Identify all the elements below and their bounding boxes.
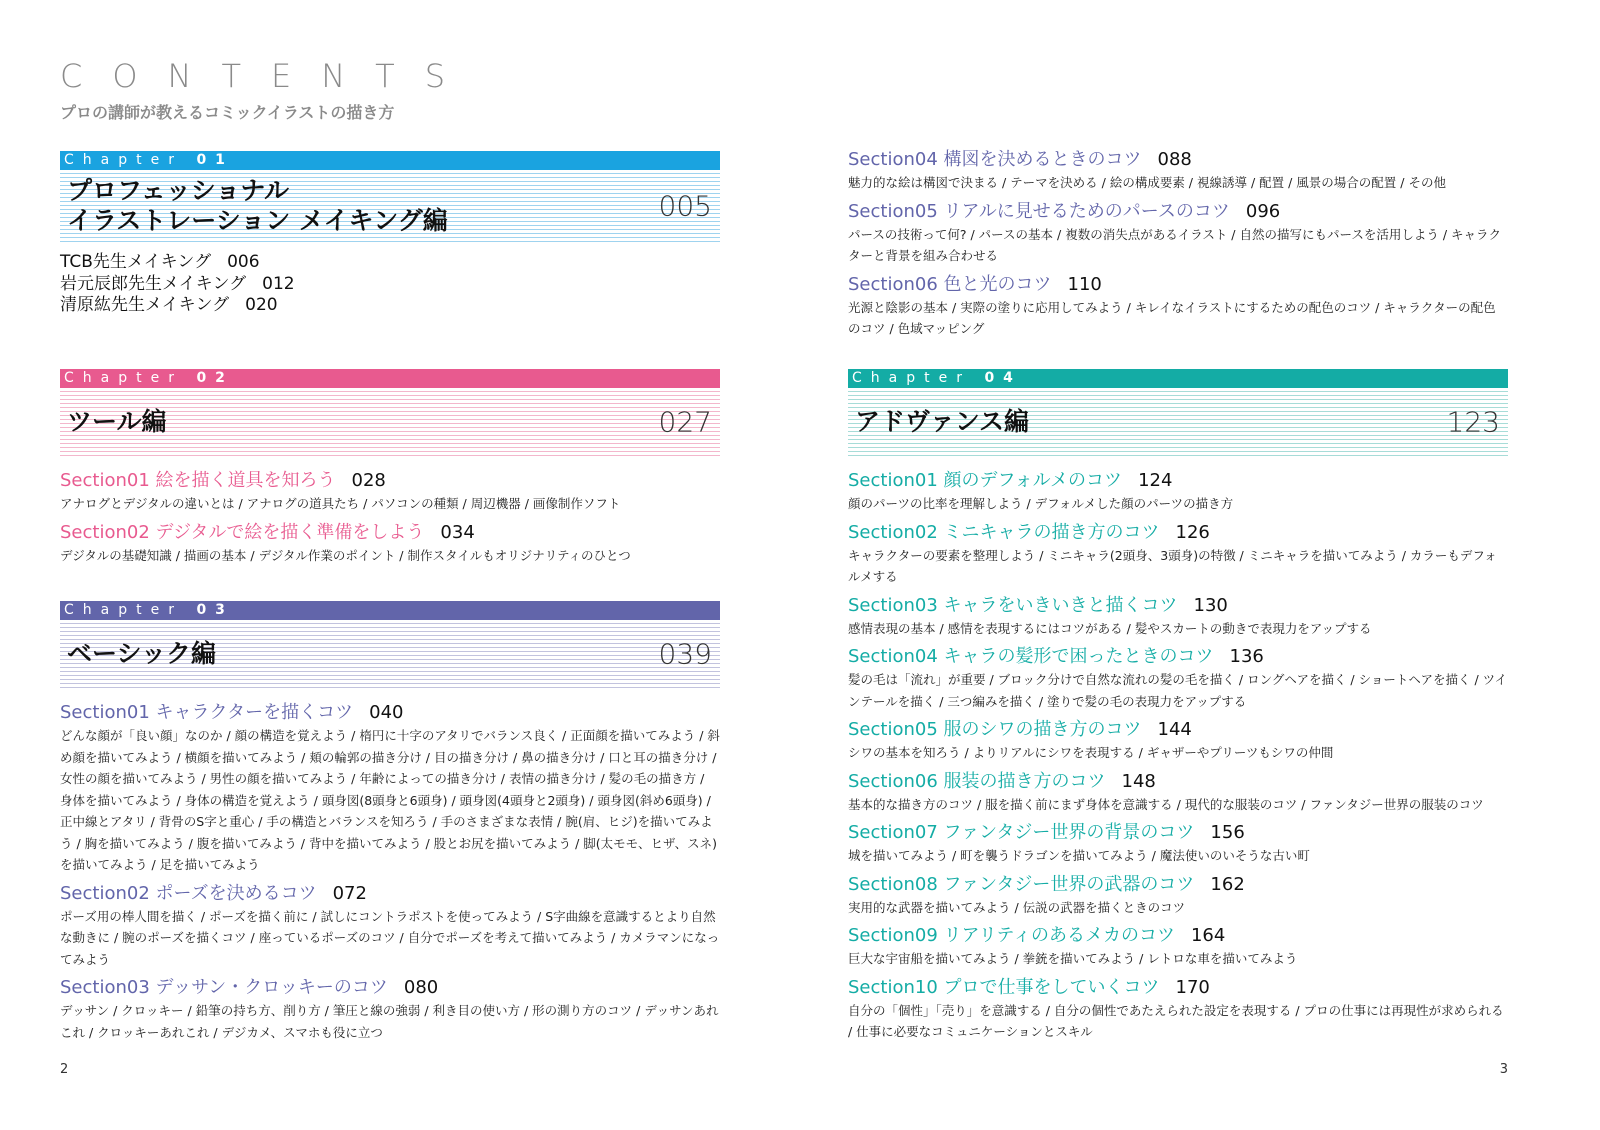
chapter-number: 04 — [984, 370, 1022, 386]
making-item[interactable] — [60, 295, 295, 317]
section-topics: 感情表現の基本 / 感情を表現するにはコツがある / 髪やスカートの動きで表現力をアップする — [848, 620, 1372, 636]
chapter-title: ベーシック編 — [67, 639, 217, 668]
chapter-02-sections — [60, 469, 720, 572]
chapter-label-bar — [60, 601, 720, 620]
section-topics: 光源と陰影の基本 / 実際の塗りに応用してみよう / キレイなイラストにするための配色のコツ / キャラクターの配色のコツ / 色域マッピング — [848, 299, 1496, 336]
section-page: 144 — [1157, 719, 1192, 740]
section-title: Section08 ファンタジー世界の武器のコツ — [848, 873, 1195, 895]
chapter-page-number: 005 — [658, 189, 712, 223]
chapter-04-sections — [848, 469, 1508, 1049]
page-number-right: 3 — [1499, 1062, 1508, 1077]
chapter-title — [67, 176, 448, 236]
section-page: 040 — [369, 702, 404, 723]
section-page: 126 — [1175, 521, 1210, 543]
chapter-number: 02 — [196, 370, 234, 386]
chapter-label: Chapter — [64, 602, 183, 618]
section-entry[interactable] — [848, 821, 1508, 867]
contents-title: CONTENTS — [60, 57, 476, 95]
section-page: 164 — [1190, 925, 1226, 946]
section-topics: 魅力的な絵は構図で決まる / テーマを決める / 絵の構成要素 / 視線誘導 / 配置 / 風景の場合の配置 / その他 — [848, 175, 1446, 190]
section-topics: デジタルの基礎知識 / 描画の基本 / デジタル作業のポイント / 制作スタイルもオリジナリティのひとつ — [60, 547, 631, 563]
section-topics: 自分の「個性」「売り」を意識する / 自分の個性であたえられた設定を表現する / プロの仕事には再現性が求められる / 仕事に必要なコミュニケーションとスキル — [848, 1002, 1504, 1039]
section-topics: どんな顔が「良い顔」なのか / 顔の構造を覚えよう / 楕円に十字のアタリでバランス良く / 正面顔を描いてみよう / 斜め顔を描いてみよう / 横顔を描いてみよう / 頬の輪郭の描き分け / 目の描き分け / 鼻の描き分け / 口と耳の描き分け / 女性の顔を描いてみよう / 男性の顔を描いてみよう / 年齢によっての描き分け / 表情の描き分け / 髪の毛の描き方 / 身体を描いてみよう / 身体の構造を覚えよう / 頭身図(8頭身と6頭身) / 頭身図(4頭身と2頭身) / 頭身図(斜め6頭身) / 正中線とアタリ / 背骨のS字と重心 / 手の構造とバランスを知ろう / 手のさまざまな表情 / 腕(肩、ヒジ)を描いてみよう / 胸を描いてみよう / 腹を描いてみよう / 背中を描いてみよう / 股とお尻を描いてみよう / 脚(太モモ、ヒザ、スネ)を描いてみよう / 足を描いてみよう — [60, 728, 720, 872]
section-topics: シワの基本を知ろう / よりリアルにシワを表現する / ギャザーやプリーツもシワの仲間 — [848, 745, 1334, 760]
section-topics: 実用的な武器を描いてみよう / 伝説の武器を描くときのコツ — [848, 899, 1186, 915]
chapter-title-band — [60, 170, 720, 242]
chapter-01 — [60, 151, 720, 242]
section-entry[interactable] — [848, 594, 1508, 640]
section-page: 028 — [351, 470, 386, 491]
section-page: 034 — [440, 521, 475, 543]
section-page: 156 — [1210, 822, 1245, 843]
making-item[interactable] — [60, 274, 295, 296]
chapter-page-number: 039 — [658, 637, 712, 671]
making-title: 岩元辰郎先生メイキング — [60, 273, 247, 294]
making-item[interactable] — [60, 252, 295, 274]
section-page: 110 — [1067, 273, 1102, 295]
section-entry[interactable] — [848, 770, 1508, 816]
chapter-number: 01 — [196, 152, 234, 168]
making-page: 012 — [262, 273, 295, 294]
section-entry[interactable] — [60, 521, 720, 567]
section-page: 162 — [1210, 873, 1245, 895]
section-entry[interactable] — [848, 200, 1508, 267]
section-entry[interactable] — [60, 882, 720, 971]
section-topics: デッサン / クロッキー / 鉛筆の持ち方、削り方 / 筆圧と線の強弱 / 利き目の使い方 / 形の測り方のコツ / デッサンあれこれ / クロッキーあれこれ / デジカメ、スマホも役に立つ — [60, 1003, 719, 1040]
section-title: Section02 デジタルで絵を描く準備をしよう — [60, 521, 425, 543]
section-topics: 顔のパーツの比率を理解しよう / デフォルメした顔のパーツの描き方 — [848, 496, 1234, 511]
section-page: 130 — [1193, 594, 1228, 616]
chapter-title: ツール編 — [67, 407, 167, 436]
section-page: 096 — [1245, 200, 1281, 222]
chapter-03 — [60, 601, 720, 688]
chapter-02 — [60, 369, 720, 456]
section-page: 072 — [332, 882, 367, 904]
section-entry[interactable] — [848, 873, 1508, 919]
section-title: Section04 キャラの髪形で困ったときのコツ — [848, 646, 1214, 667]
section-title: Section02 ミニキャラの描き方のコツ — [848, 521, 1160, 543]
section-title: Section04 構図を決めるときのコツ — [848, 149, 1142, 170]
chapter-label: Chapter — [64, 370, 183, 386]
page-number-left: 2 — [60, 1062, 69, 1077]
making-page: 006 — [227, 252, 260, 272]
section-entry[interactable] — [60, 701, 720, 876]
chapter-page-number: 027 — [658, 405, 712, 439]
making-title: TCB先生メイキング — [60, 252, 212, 272]
section-page: 136 — [1229, 646, 1264, 667]
section-page: 088 — [1157, 149, 1192, 170]
section-entry[interactable] — [848, 521, 1508, 588]
section-title: Section05 リアルに見せるためのパースのコツ — [848, 200, 1230, 222]
section-entry[interactable] — [848, 718, 1508, 764]
chapter-number: 03 — [196, 602, 234, 618]
section-title: Section02 ポーズを決めるコツ — [60, 882, 317, 904]
chapter-title-line-2: イラストレーション メイキング編 — [67, 206, 448, 235]
chapter-page-number: 123 — [1446, 405, 1500, 439]
section-title: Section03 デッサン・クロッキーのコツ — [60, 977, 388, 998]
header — [60, 56, 475, 123]
chapter-label-bar — [60, 369, 720, 388]
section-title: Section01 絵を描く道具を知ろう — [60, 470, 336, 491]
chapter-title-band — [60, 620, 720, 688]
chapter-title: アドヴァンス編 — [855, 407, 1030, 436]
section-title: Section10 プロで仕事をしていくコツ — [848, 976, 1160, 998]
section-topics: キャラクターの要素を整理しよう / ミニキャラ(2頭身、3頭身)の特徴 / ミニキャラを描いてみよう / カラーもデフォルメする — [848, 547, 1497, 584]
section-title: Section05 服のシワの描き方のコツ — [848, 719, 1142, 740]
chapter-title-band — [848, 388, 1508, 456]
section-entry[interactable] — [848, 645, 1508, 712]
chapter-title-line-1: プロフェッショナル — [67, 176, 290, 205]
chapter-04 — [848, 369, 1508, 456]
chapter-03-sections-continued — [848, 148, 1508, 346]
chapter-label: Chapter — [852, 370, 971, 386]
chapter-label: Chapter — [64, 152, 183, 168]
section-entry[interactable] — [848, 273, 1508, 340]
section-page: 124 — [1138, 470, 1173, 491]
section-title: Section01 顔のデフォルメのコツ — [848, 470, 1123, 491]
section-page: 080 — [403, 977, 439, 998]
section-entry[interactable] — [848, 148, 1508, 194]
section-topics: パースの技術って何? / パースの基本 / 複数の消失点があるイラスト / 自然の描写にもパースを活用しよう / キャラクターと背景を組み合わせる — [848, 226, 1502, 263]
chapter-title-band — [60, 388, 720, 456]
chapter-label-bar — [60, 151, 720, 170]
making-list — [60, 252, 295, 317]
section-topics: アナログとデジタルの違いとは / アナログの道具たち / パソコンの種類 / 周辺機器 / 画像制作ソフト — [60, 496, 621, 511]
section-page: 170 — [1175, 976, 1210, 998]
section-topics: 巨大な宇宙船を描いてみよう / 拳銃を描いてみよう / レトロな車を描いてみよう — [848, 951, 1298, 966]
section-title: Section03 キャラをいきいきと描くコツ — [848, 594, 1178, 616]
section-entry[interactable] — [848, 924, 1508, 970]
section-title: Section01 キャラクターを描くコツ — [60, 702, 354, 723]
section-topics: 城を描いてみよう / 町を襲うドラゴンを描いてみよう / 魔法使いのいそうな古い町 — [848, 848, 1310, 863]
making-title: 清原紘先生メイキング — [60, 295, 230, 315]
section-entry[interactable] — [60, 469, 720, 515]
book-subtitle: プロの講師が教えるコミックイラストの描き方 — [60, 103, 395, 122]
section-topics: 基本的な描き方のコツ / 服を描く前にまず身体を意識する / 現代的な服装のコツ / ファンタジー世界の服装のコツ — [848, 796, 1484, 812]
section-entry[interactable] — [60, 976, 720, 1043]
section-title: Section06 服装の描き方のコツ — [848, 770, 1106, 792]
chapter-label-bar — [848, 369, 1508, 388]
chapter-03-sections — [60, 701, 720, 1049]
section-title: Section09 リアリティのあるメカのコツ — [848, 925, 1175, 946]
section-page: 148 — [1121, 770, 1156, 792]
making-page: 020 — [245, 295, 278, 315]
section-topics: ポーズ用の棒人間を描く / ポーズを描く前に / 試しにコントラポストを使ってみよう / S字曲線を意識するとより自然な動きに / 腕のポーズを描くコツ / 座っているポーズのコツ / 自分でポーズを考えて描いてみよう / カメラマンになってみよう — [60, 908, 720, 967]
section-title: Section07 ファンタジー世界の背景のコツ — [848, 822, 1195, 843]
section-topics: 髪の毛は「流れ」が重要 / ブロック分けで自然な流れの髪の毛を描く / ロングヘアを描く / ショートヘアを描く / ツインテールを描く / 三つ編みを描く / 塗りで髪の毛の表現力をアップする — [848, 672, 1508, 709]
section-entry[interactable] — [848, 469, 1508, 515]
section-entry[interactable] — [848, 976, 1508, 1043]
section-title: Section06 色と光のコツ — [848, 273, 1052, 295]
